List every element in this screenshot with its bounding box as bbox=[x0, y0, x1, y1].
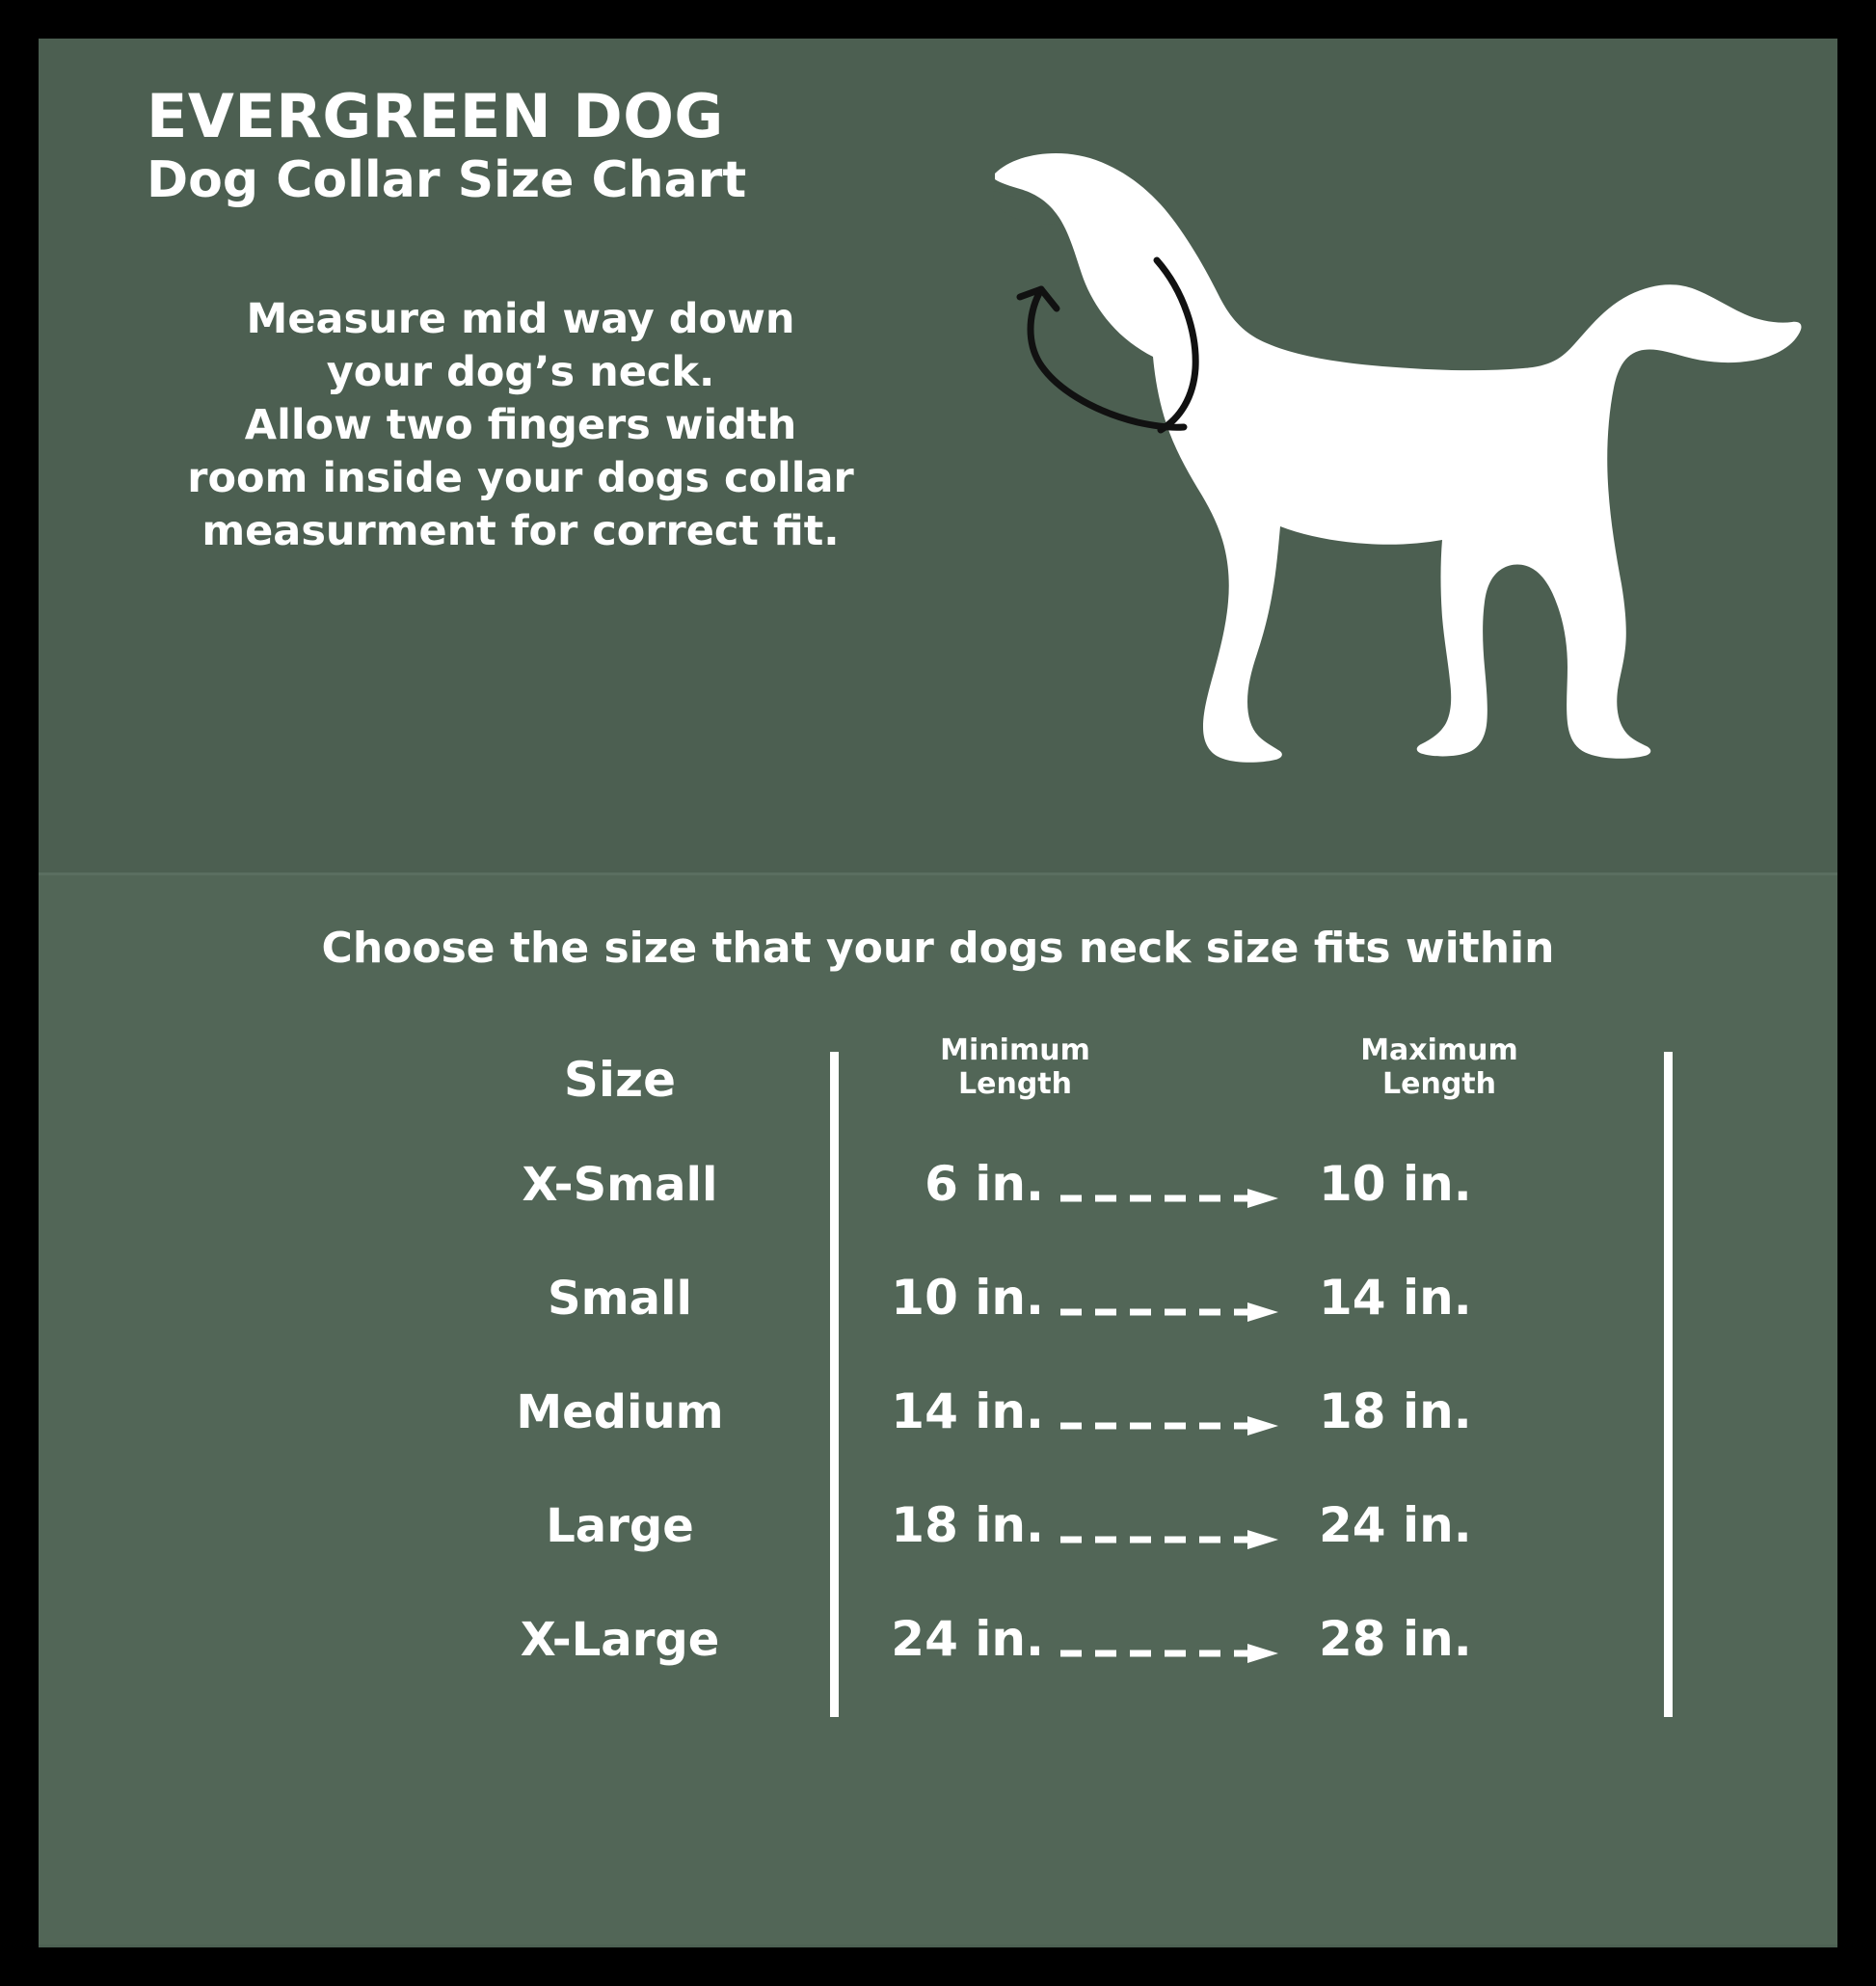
row-size-label: Medium bbox=[516, 1385, 724, 1439]
page-title: Dog Collar Size Chart bbox=[147, 151, 747, 210]
dashed-arrow-icon bbox=[1059, 1187, 1290, 1210]
instruction-line: measurment for correct fit. bbox=[201, 507, 840, 556]
header-panel bbox=[39, 39, 1837, 875]
table-row bbox=[186, 1484, 1690, 1597]
table-row bbox=[186, 1597, 1690, 1711]
row-size-label: X-Small bbox=[522, 1158, 718, 1212]
size-table-panel bbox=[39, 875, 1837, 1945]
dog-silhouette-icon bbox=[993, 153, 1802, 763]
column-header-max-line1: Maximum bbox=[1360, 1033, 1518, 1067]
dashed-arrow-icon bbox=[1059, 1642, 1290, 1665]
measuring-instructions bbox=[96, 293, 945, 558]
dashed-arrow-icon bbox=[1059, 1414, 1290, 1437]
header-text-column bbox=[96, 81, 964, 558]
brand-title: EVERGREEN DOG bbox=[147, 81, 724, 151]
table-header-row bbox=[186, 1034, 1690, 1142]
row-min-value: 6 in. bbox=[925, 1156, 1044, 1212]
instruction-line: Measure mid way down bbox=[246, 295, 795, 344]
row-max-value: 10 in. bbox=[1319, 1156, 1472, 1212]
instruction-line: your dog’s neck. bbox=[326, 348, 715, 397]
instruction-line: room inside your dogs collar bbox=[187, 454, 854, 503]
instruction-line: Allow two fingers width bbox=[244, 401, 797, 450]
table-row bbox=[186, 1256, 1690, 1370]
row-max-value: 14 in. bbox=[1319, 1270, 1472, 1326]
table-row bbox=[186, 1370, 1690, 1484]
row-min-value: 14 in. bbox=[891, 1383, 1044, 1439]
row-min-value: 24 in. bbox=[891, 1611, 1044, 1667]
size-table bbox=[186, 1034, 1690, 1825]
column-header-size: Size bbox=[563, 1052, 677, 1108]
column-header-max-line2: Length bbox=[1382, 1066, 1496, 1101]
row-min-value: 10 in. bbox=[891, 1270, 1044, 1326]
row-min-value: 18 in. bbox=[891, 1497, 1044, 1553]
size-chart-card bbox=[39, 39, 1837, 1947]
row-max-value: 24 in. bbox=[1319, 1497, 1472, 1553]
table-row bbox=[186, 1142, 1690, 1256]
dashed-arrow-icon bbox=[1059, 1301, 1290, 1324]
dog-illustration bbox=[978, 145, 1807, 800]
column-header-min-line1: Minimum bbox=[940, 1033, 1090, 1067]
dashed-arrow-icon bbox=[1059, 1528, 1290, 1551]
row-size-label: Small bbox=[548, 1272, 692, 1326]
column-header-max bbox=[1275, 1034, 1603, 1101]
row-size-label: Large bbox=[546, 1499, 694, 1553]
column-header-min-line2: Length bbox=[958, 1066, 1072, 1101]
row-max-value: 28 in. bbox=[1319, 1611, 1472, 1667]
table-instruction: Choose the size that your dogs neck size fits within bbox=[321, 924, 1555, 973]
row-size-label: X-Large bbox=[520, 1613, 720, 1667]
column-header-min bbox=[851, 1034, 1179, 1101]
row-max-value: 18 in. bbox=[1319, 1383, 1472, 1439]
